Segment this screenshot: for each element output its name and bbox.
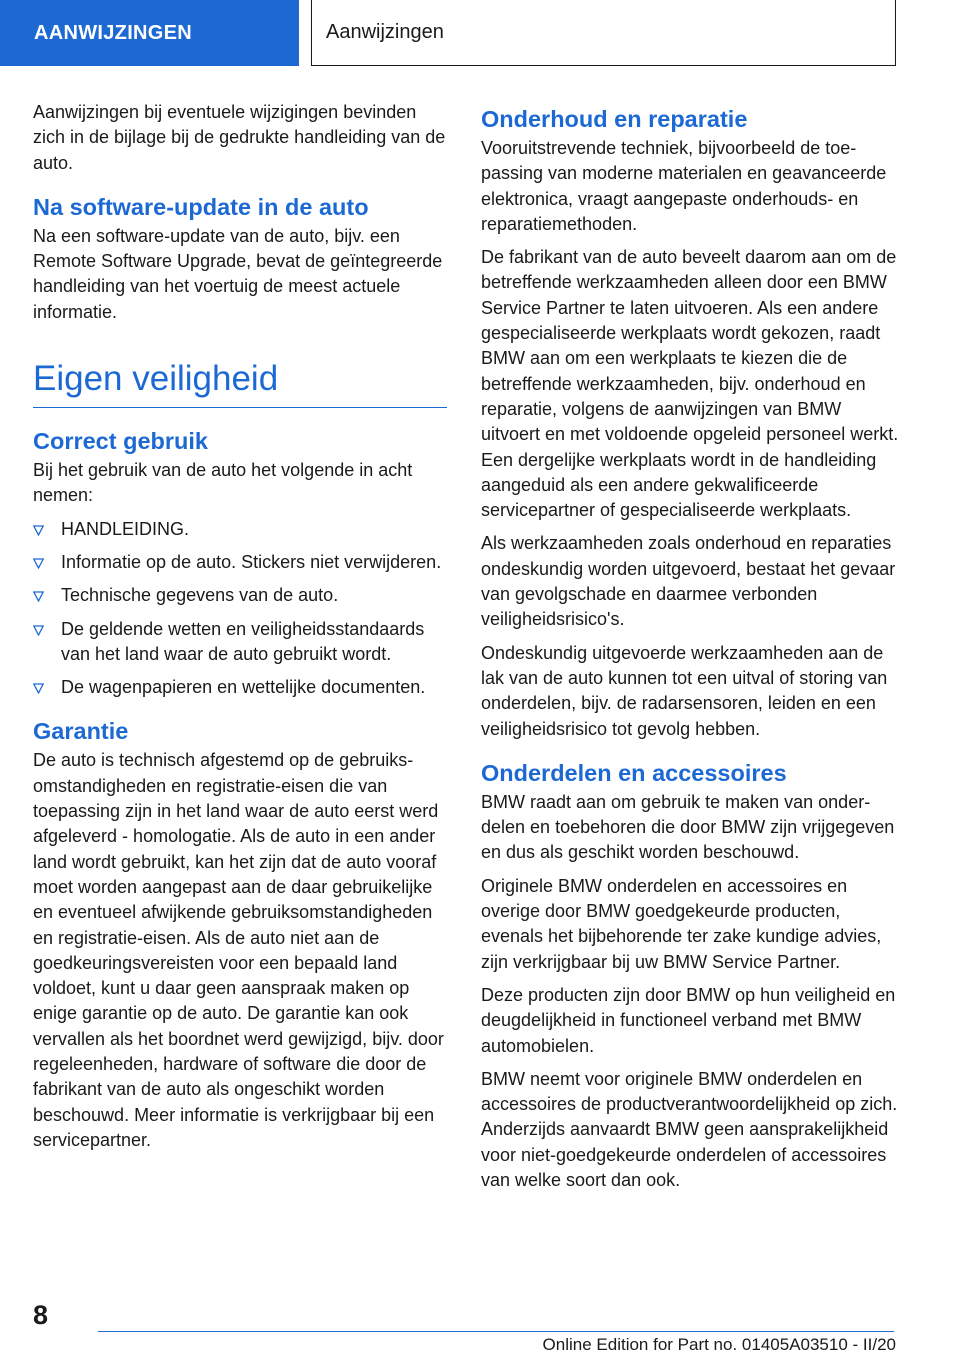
list-item-text: HANDLEIDING.: [61, 518, 190, 539]
garantie-paragraph: De auto is technisch afgestemd op de gebruiksomstandigheden en registratie-eisen die van toepassing zijn in het land waar de auto eerst werd afgeleverd - homologatie. Als de auto in een ander land wordt gebruikt, kan het zijn dat de auto vooraf moet worden aangepast aan de daar gebruikelijke en eventueel afwijkende gebruiksomstandigheden en registratie-eisen. Als de auto niet aan de goedkeuringsvereisten voor een bepaald land voldoet, kunt u daar geen aanspraak maken op enige garantie op de auto. De garantie kan ook vervallen als het boordnet werd gewijzigd, bijv. door regeleenheden, hardware of software die door de fabrikant van de auto als ongeschikt worden beschouwd. Meer informatie is verkrijgbaar bij een servicepartner.: [33, 750, 444, 1150]
onderdelen-heading: Onderdelen en accessoires: [481, 759, 787, 786]
list-item-text: De wagenpapieren en wettelijke documenten.: [61, 677, 426, 698]
onderdelen-paragraph-4: BMW neemt voor originele BMW onderdelen en accessoires de productverantwoordelijkheid op zich. Anderzijds aanvaardt BMW geen aansprakelijkheid voor niet-goedgekeurde onderdelen of accessoires van welke soort dan ook.: [481, 1068, 898, 1190]
triangle-bullet-icon: [33, 591, 44, 602]
correct-gebruik-heading: Correct gebruik: [33, 428, 208, 455]
eigen-veiligheid-heading: Eigen veiligheid: [33, 357, 447, 408]
right-column: [481, 100, 899, 1201]
list-item-text: Technische gegevens van de auto.: [61, 585, 339, 606]
left-column: [33, 100, 447, 1161]
list-item: [33, 517, 447, 542]
onderhoud-paragraph-4: Ondeskundig uitgevoerde werkzaamheden aan de lak van de auto kunnen tot een uitval of storing van onderdelen, bijv. de radarsensoren, leiden en een veiligheidsrisico tot gevolg hebben.: [481, 642, 888, 739]
footer-divider: [98, 1331, 894, 1332]
triangle-bullet-icon: [33, 525, 44, 536]
onderdelen-paragraph-2: Originele BMW onderdelen en accessoires en overige door BMW goedgekeurde producten, evenals het bijbehorende ter zake kundige advies, zijn verkrijgbaar bij uw BMW Service Partner.: [481, 875, 882, 972]
triangle-bullet-icon: [33, 558, 44, 569]
correct-gebruik-paragraph: Bij het gebruik van de auto het volgende in acht nemen:: [33, 460, 413, 506]
onderhoud-paragraph-2: De fabrikant van de auto beveelt daarom aan om de betreffende werkzaamheden alleen door een BMW Service Partner te laten uitvoeren. Als een andere gespecialiseerde werkplaats wordt gekozen, raadt BMW aan om een werkplaats te kiezen die de betreffende werkzaamheden, bijv. onderhoud en reparatie, volgens de aanwijzingen van BMW uitvoert en met voldoende opgeleid personeel werkt. Een dergelijke werkplaats wordt in de handleiding aangeduid als een andere gekwalificeerde servicepartner of gespecialiseerde werkplaats.: [481, 247, 899, 521]
list-item-text: De geldende wetten en veiligheidsstandaards van het land waar de auto gebruikt wordt.: [61, 618, 425, 664]
list-item: [33, 675, 447, 700]
software-update-heading: Na software-update in de auto: [33, 193, 369, 220]
list-item: [33, 550, 447, 575]
onderdelen-paragraph-1: BMW raadt aan om gebruik te maken van onderdelen en toebehoren die door BMW zijn vrijgegeven en dus als geschikt worden beschouwd.: [481, 791, 895, 863]
software-update-paragraph: Na een software-update van de auto, bijv. een Remote Software Upgrade, bevat de geïntegreerde handleiding van het voertuig de meest actuele informatie.: [33, 225, 443, 322]
list-item: [33, 583, 447, 608]
list-item: [33, 617, 447, 668]
intro-paragraph: Aanwijzingen bij eventuele wijzigingen bevinden zich in de bijlage bij de gedrukte handleiding van de auto.: [33, 102, 446, 173]
list-item-text: Informatie op de auto. Stickers niet verwijderen.: [61, 551, 442, 572]
footer-edition: Online Edition for Part no. 01405A03510 - II/20: [542, 1335, 896, 1354]
correct-gebruik-list: [33, 517, 447, 701]
triangle-bullet-icon: [33, 683, 44, 694]
onderhoud-paragraph-1: Vooruitstrevende techniek, bijvoorbeeld de toepassing van moderne materialen en geavanceerde elektronica, vraagt aangepaste onderhouds- en reparatiemethoden.: [481, 138, 887, 234]
onderhoud-paragraph-3: Als werkzaamheden zoals onderhoud en reparaties ondeskundig worden uitgevoerd, bestaat het gevaar van gevolgschade en daarmee verbonden veiligheidsrisico's.: [481, 533, 896, 630]
onderhoud-heading: Onderhoud en reparatie: [481, 106, 748, 132]
section-tab: AANWIJZINGEN: [0, 0, 299, 66]
chapter-tab: Aanwijzingen: [311, 0, 896, 66]
onderdelen-paragraph-3: Deze producten zijn door BMW op hun veiligheid en deugdelijkheid in functioneel verband met BMW automobielen.: [481, 984, 896, 1056]
triangle-bullet-icon: [33, 625, 44, 636]
garantie-heading: Garantie: [33, 718, 129, 745]
page-number: 8: [33, 1300, 49, 1330]
